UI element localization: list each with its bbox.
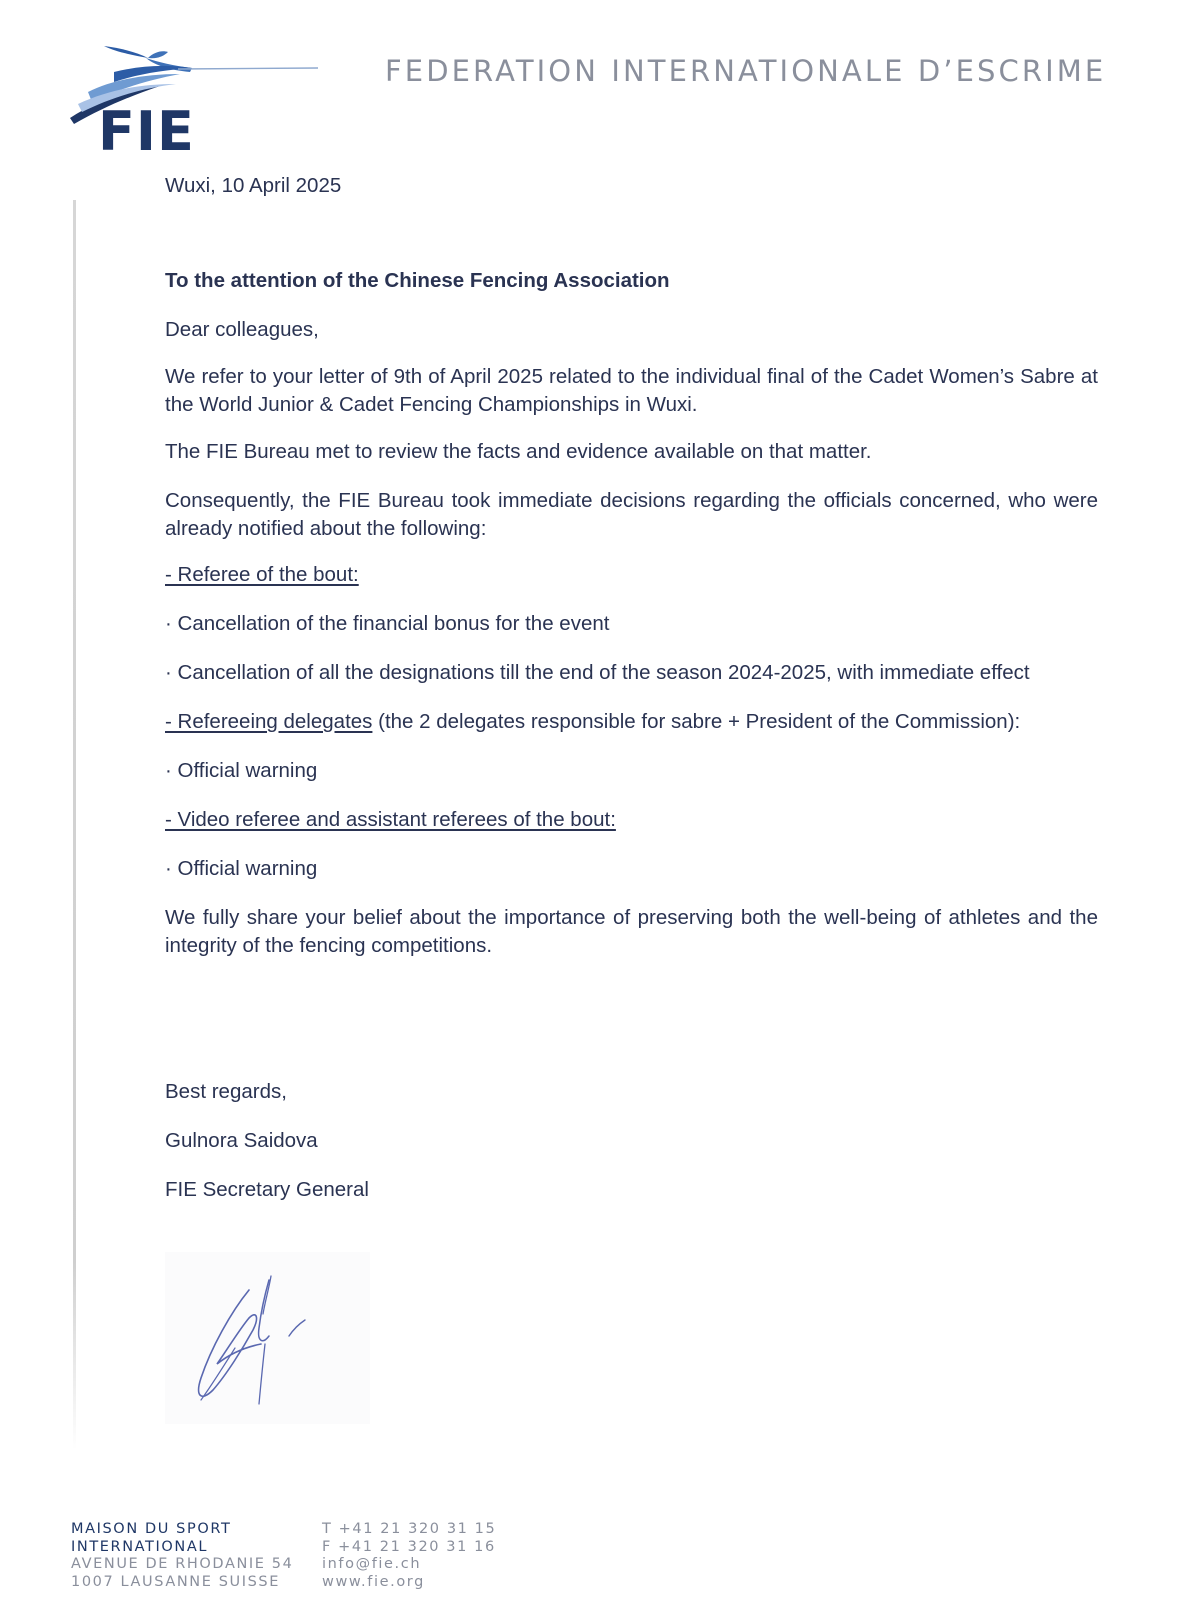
signature-area <box>165 1252 370 1424</box>
subject-line: To the attention of the Chinese Fencing Association <box>165 269 670 292</box>
video-item-1: · Official warning <box>165 857 318 880</box>
footer-fax: F +41 21 320 31 16 <box>322 1538 496 1555</box>
delegates-section-note: (the 2 delegates responsible for sabre + President of the Commission): <box>372 710 1021 733</box>
footer-address-line-4: 1007 LAUSANNE SUISSE <box>71 1573 280 1590</box>
footer-address-line-3: AVENUE DE RHODANIE 54 <box>71 1556 294 1572</box>
delegates-section-heading: - Refereeing delegates <box>165 710 373 733</box>
paragraph-2: The FIE Bureau met to review the facts and evidence available on that matter. <box>165 440 872 463</box>
footer-address-line-1: MAISON DU SPORT <box>71 1521 232 1537</box>
signatory-name: Gulnora Saidova <box>165 1129 318 1152</box>
logo-text: FIE <box>98 100 195 160</box>
handwritten-signature <box>165 1252 370 1424</box>
referee-section-heading: - Referee of the bout: <box>165 563 359 586</box>
delegates-item-1: · Official warning <box>165 759 318 782</box>
footer-address-line-2: INTERNATIONAL <box>71 1538 209 1555</box>
paragraph-3: Consequently, the FIE Bureau took immediate decisions regarding the officials concerned, who were already notified about the following: <box>165 489 1098 540</box>
delegates-section-line <box>165 708 1098 736</box>
video-section-heading: - Video referee and assistant referees of the bout: <box>165 808 616 831</box>
footer-address <box>71 1521 293 1591</box>
footer-website[interactable]: www.fie.org <box>322 1573 425 1590</box>
closing-salutation: Best regards, <box>165 1080 287 1103</box>
signatory-title: FIE Secretary General <box>165 1178 369 1201</box>
footer-email[interactable]: info@fie.ch <box>322 1556 422 1572</box>
margin-rule <box>73 200 76 1450</box>
place-date: Wuxi, 10 April 2025 <box>165 174 342 197</box>
footer-contact <box>322 1521 496 1591</box>
referee-item-2: · Cancellation of all the designations till the end of the season 2024-2025, with immediate effect <box>165 661 1030 684</box>
salutation: Dear colleagues, <box>165 318 319 341</box>
paragraph-1: We refer to your letter of 9th of April 2025 related to the individual final of the Cadet Women’s Sabre at the World Junior & Cadet Fencing Championships in Wuxi. <box>165 365 1098 416</box>
referee-item-1: · Cancellation of the financial bonus for the event <box>165 612 610 635</box>
closing-paragraph: We fully share your belief about the importance of preserving both the well-being of athletes and the integrity of the fencing competitions. <box>165 906 1098 957</box>
footer-phone: T +41 21 320 31 15 <box>322 1521 497 1537</box>
organization-name: FEDERATION INTERNATIONALE D’ESCRIME <box>385 54 1107 88</box>
fie-logo <box>68 40 328 160</box>
